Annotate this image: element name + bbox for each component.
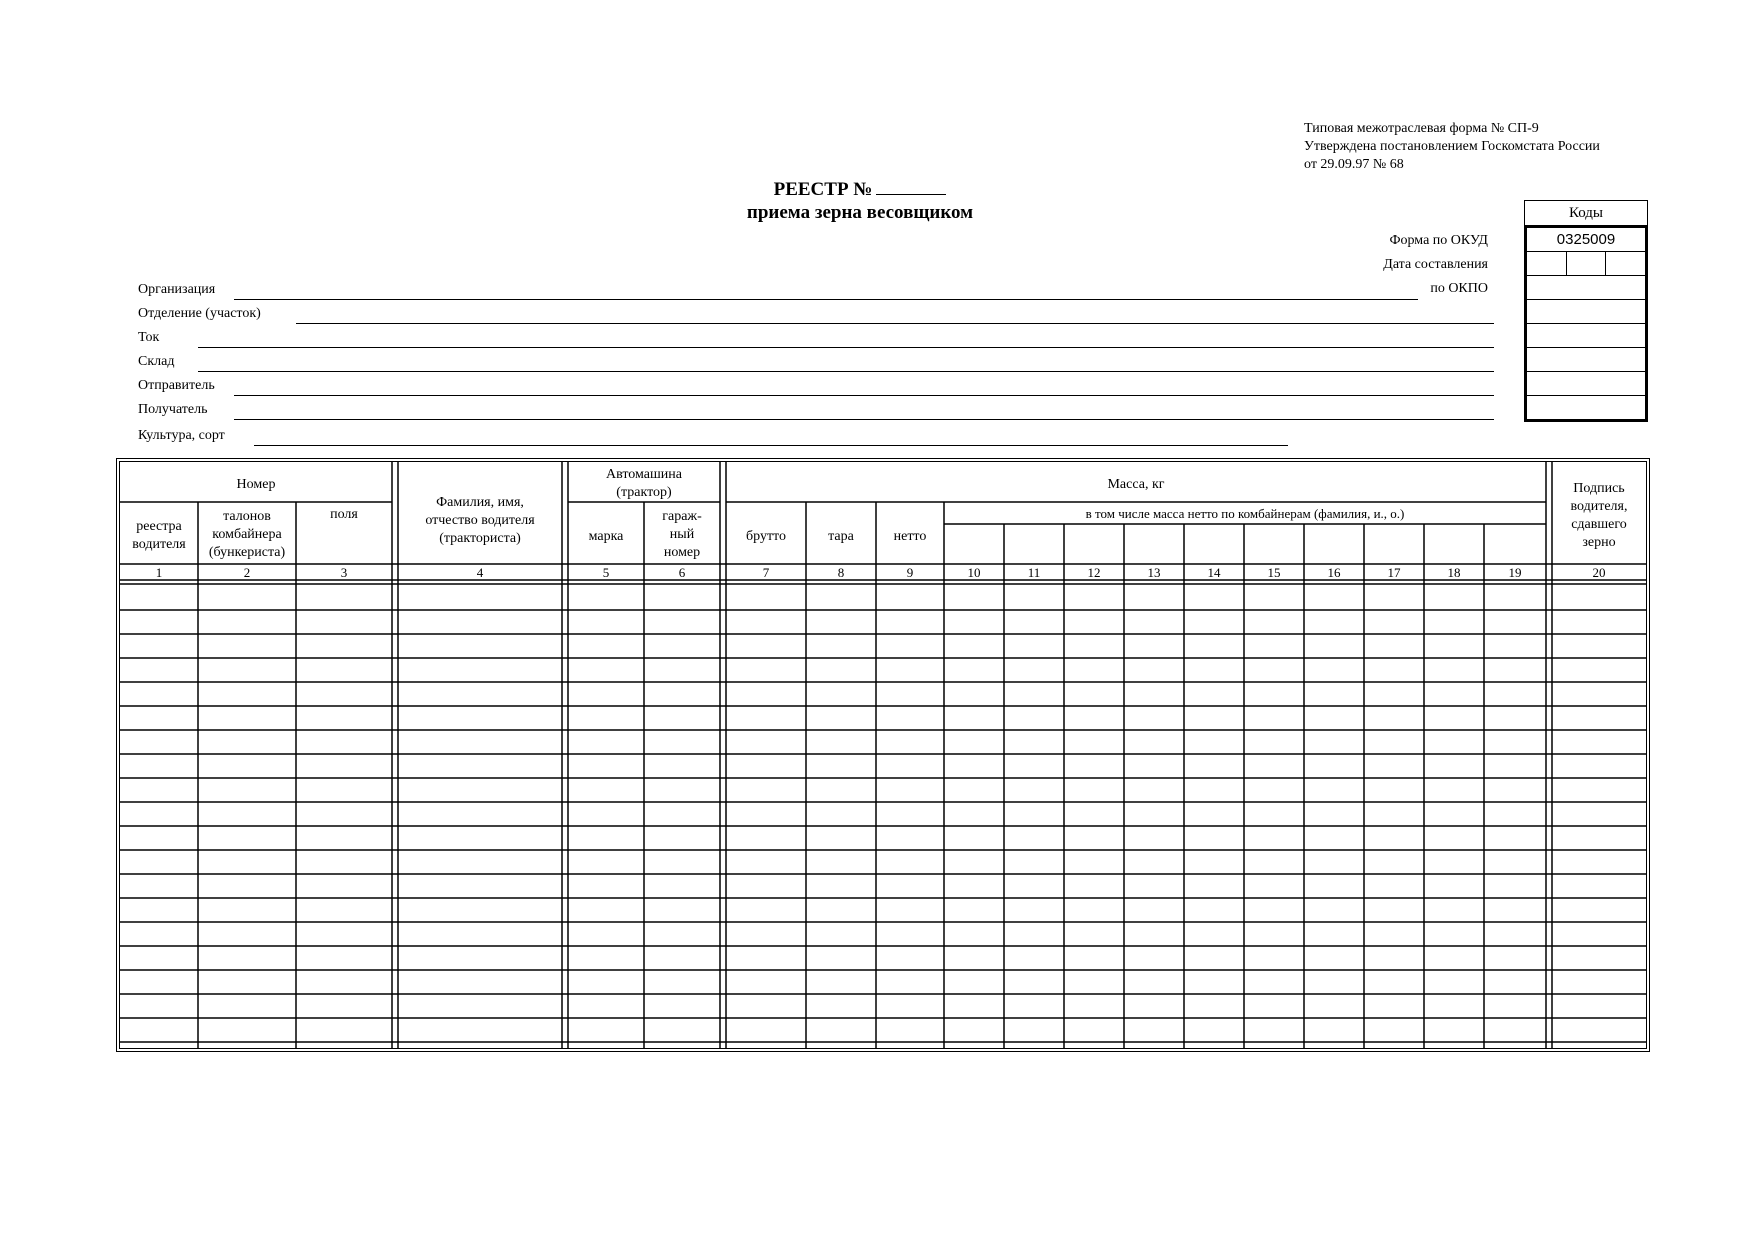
form-date-line: от 29.09.97 № 68 — [1304, 157, 1404, 172]
department-code-cell[interactable] — [1527, 300, 1645, 324]
receiver-label: Получатель — [138, 402, 208, 417]
signature-column-header: Подпись водителя, сдавшего зерно — [1570, 481, 1628, 550]
organization-line[interactable] — [234, 299, 1418, 300]
culture-line[interactable] — [254, 445, 1288, 446]
mass-group-header: Масса, кг — [1107, 477, 1165, 492]
department-line[interactable] — [296, 323, 1494, 324]
column-number-20: 20 — [1592, 565, 1606, 580]
culture-label: Культура, сорт — [138, 428, 225, 443]
current-line[interactable] — [198, 347, 1494, 348]
culture-field[interactable] — [138, 426, 1288, 446]
organization-label: Организация — [138, 282, 216, 297]
net-column-header: нетто — [893, 529, 927, 544]
vehicle-group-header: Автомашина (трактор) — [606, 467, 682, 500]
current-code-cell[interactable] — [1527, 324, 1645, 348]
column-number-19: 19 — [1508, 565, 1522, 580]
form-type-line: Типовая межотраслевая форма № СП-9 — [1304, 121, 1539, 136]
sender-label: Отправитель — [138, 378, 215, 393]
registry-table-grid — [120, 462, 1646, 1048]
registry-table — [116, 458, 1650, 1052]
tare-column-header: тара — [828, 529, 854, 544]
column-number-12: 12 — [1087, 565, 1101, 580]
column-number-8: 8 — [837, 565, 845, 580]
column-number-3: 3 — [340, 565, 348, 580]
registry-title: РЕЕСТР № — [773, 179, 873, 200]
date-day-cell[interactable] — [1527, 252, 1566, 275]
sender-code-cell[interactable] — [1527, 372, 1645, 396]
okud-label: Форма по ОКУД — [1389, 233, 1488, 248]
warehouse-code-cell[interactable] — [1527, 348, 1645, 372]
receiver-field[interactable] — [138, 400, 1494, 420]
date-month-cell[interactable] — [1566, 252, 1606, 275]
garage-column-header: гараж-ный номер — [662, 509, 702, 560]
receiver-code-cell[interactable] — [1527, 396, 1645, 419]
brand-column-header: марка — [588, 529, 624, 544]
current-field[interactable] — [138, 328, 1494, 348]
form-approved-line: Утверждена постановлением Госкомстата России — [1304, 139, 1600, 154]
gross-column-header: брутто — [746, 529, 786, 544]
registry-subtitle: приема зерна весовщиком — [746, 202, 974, 223]
column-number-15: 15 — [1267, 565, 1281, 580]
registry-number-field[interactable] — [876, 176, 946, 195]
okpo-label: по ОКПО — [1430, 281, 1488, 296]
column-number-13: 13 — [1147, 565, 1161, 580]
column-number-9: 9 — [906, 565, 914, 580]
column-number-1: 1 — [155, 565, 163, 580]
codes-header: Коды — [1524, 200, 1648, 225]
okud-code-value: 0325009 — [1556, 231, 1616, 248]
registry-column-header: реестра водителя — [132, 519, 186, 552]
date-code-row — [1527, 252, 1645, 276]
combiners-group-header: в том числе масса нетто по комбайнерам (фамилия, и., о.) — [1085, 506, 1405, 521]
column-number-14: 14 — [1207, 565, 1221, 580]
field-column-header: поля — [330, 507, 358, 522]
receiver-line[interactable] — [234, 419, 1494, 420]
column-number-6: 6 — [678, 565, 686, 580]
column-number-18: 18 — [1447, 565, 1461, 580]
column-number-5: 5 — [602, 565, 610, 580]
form-approval-note — [1304, 120, 1600, 174]
sender-line[interactable] — [234, 395, 1494, 396]
document-title — [640, 176, 1080, 224]
column-number-2: 2 — [243, 565, 251, 580]
column-number-11: 11 — [1027, 565, 1041, 580]
date-year-cell[interactable] — [1605, 252, 1645, 275]
okpo-code-cell[interactable] — [1527, 276, 1645, 300]
column-number-7: 7 — [762, 565, 770, 580]
number-group-header: Номер — [236, 477, 276, 492]
warehouse-line[interactable] — [198, 371, 1494, 372]
okud-code-row — [1527, 228, 1645, 252]
column-number-17: 17 — [1387, 565, 1401, 580]
department-label: Отделение (участок) — [138, 306, 261, 321]
coupons-column-header: талонов комбайнера (бункериста) — [208, 509, 286, 560]
column-number-10: 10 — [967, 565, 981, 580]
department-field[interactable] — [138, 304, 1494, 324]
name-column-header: Фамилия, имя, отчество водителя (тракториста) — [425, 495, 535, 546]
column-number-16: 16 — [1327, 565, 1341, 580]
date-label: Дата составления — [1383, 257, 1488, 272]
warehouse-label: Склад — [138, 354, 175, 369]
warehouse-field[interactable] — [138, 352, 1494, 372]
organization-field[interactable] — [138, 280, 1418, 300]
current-label: Ток — [138, 330, 160, 345]
codes-box — [1524, 200, 1648, 422]
column-number-4: 4 — [476, 565, 484, 580]
sender-field[interactable] — [138, 376, 1494, 396]
